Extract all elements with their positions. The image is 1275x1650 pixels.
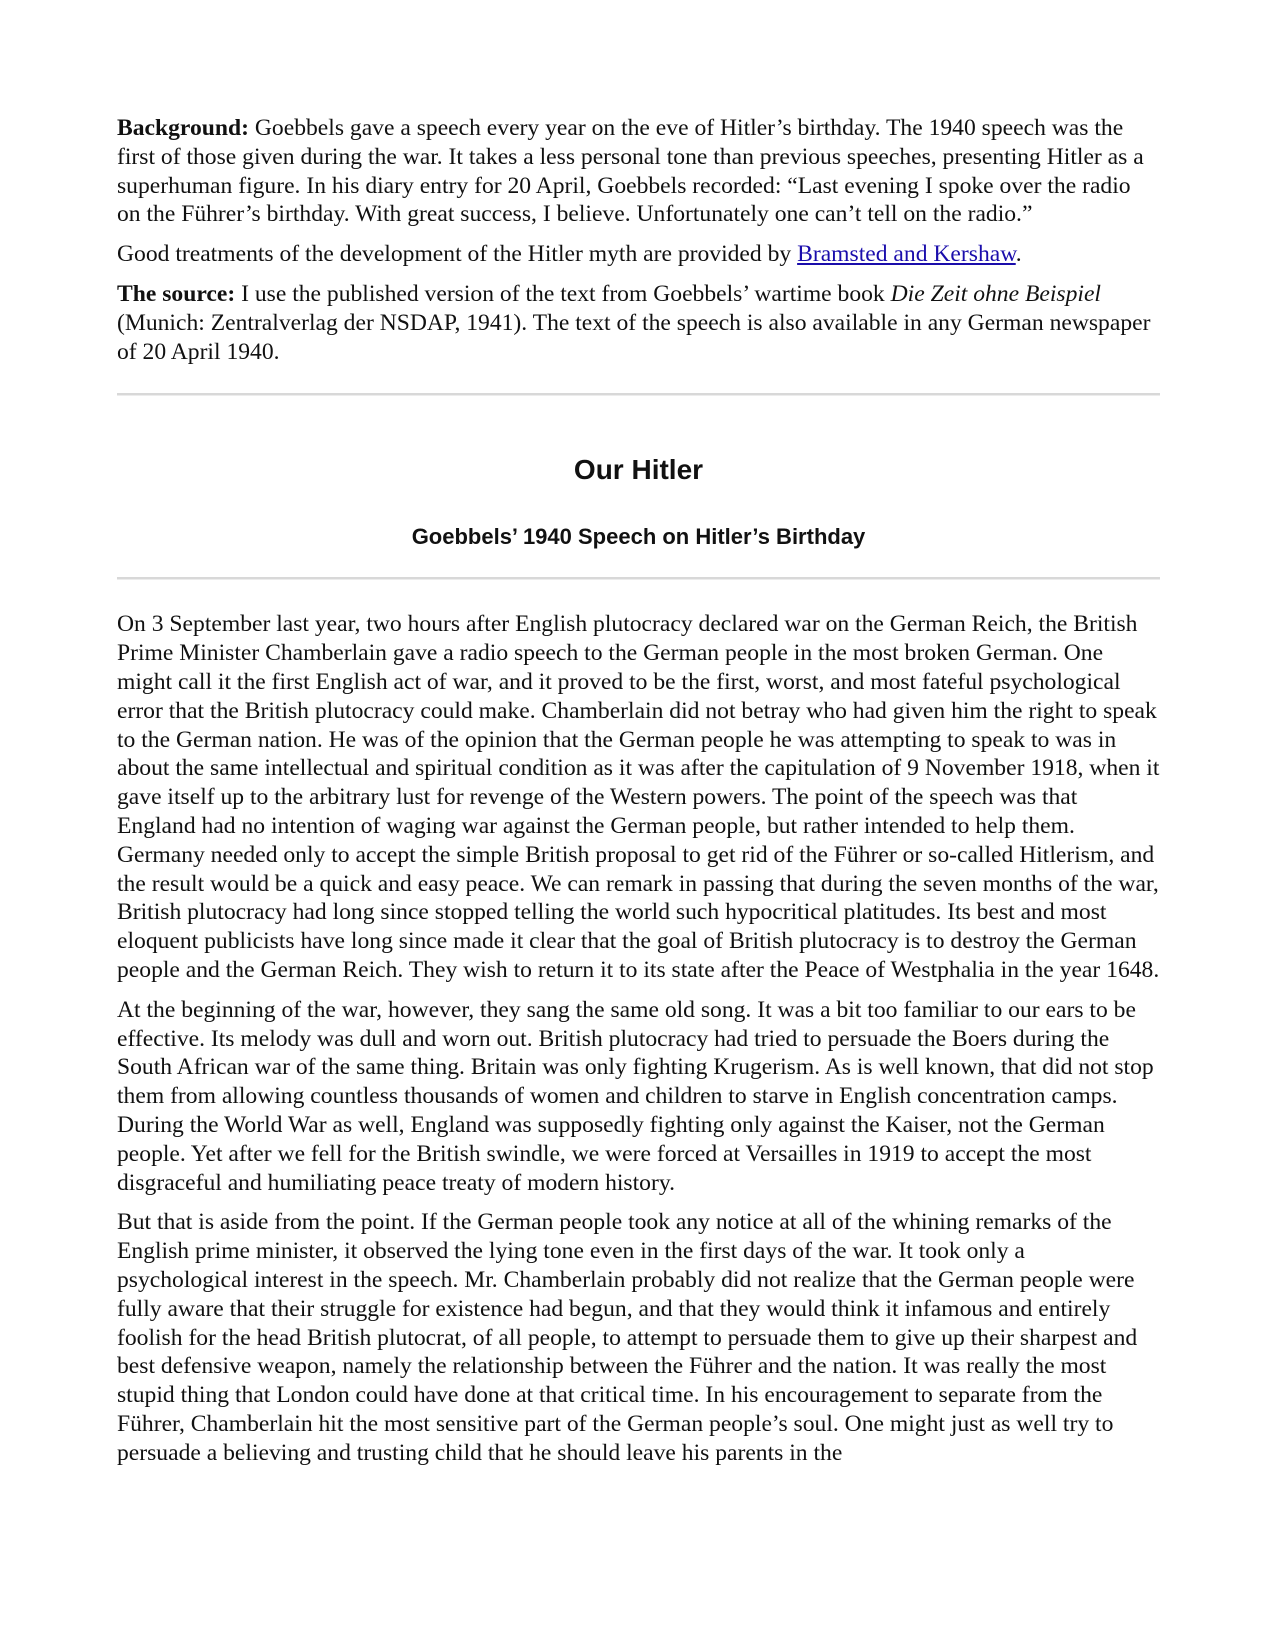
source-text-1: I use the published version of the text from Goebbels’ wartime book — [235, 280, 891, 307]
source-paragraph — [117, 280, 1160, 366]
treatments-text: Good treatments of the development of the Hitler myth are provided by — [117, 241, 798, 268]
treatments-paragraph — [117, 240, 1160, 269]
horizontal-rule-top — [117, 393, 1160, 396]
horizontal-rule-bottom — [117, 577, 1160, 580]
source-text-2: (Munich: Zentralverlag der NSDAP, 1941). The text of the speech is also available in any German newspaper of 20 April 1940. — [117, 309, 1151, 365]
background-label: Background: — [117, 115, 249, 141]
background-text: Goebbels gave a speech every year on the eve of Hitler’s birthday. The 1940 speech was the first of those given during the war. It takes a less personal tone than previous speeches, presenting Hitler as a superhuman figure. In his diary entry for 20 April, Goebbels recorded: “Last evening I spoke over the radio on the Führer’s birthday. With great success, I believe. Unfortunately one can’t tell on the radio.” — [117, 115, 1144, 228]
speech-paragraph: But that is aside from the point. If the German people took any notice at all of the whining remarks of the English prime minister, it observed the lying tone even in the first days of the war. It took only a psychological interest in the speech. Mr. Chamberlain probably did not realize that the German people were fully aware that their struggle for existence had begun, and that they would think it infamous and entirely foolish for the head British plutocrat, of all people, to attempt to persuade them to give up their sharpest and best defensive weapon, namely the relationship between the Führer and the nation. It was really the most stupid thing that London could have done at that critical time. In his encouragement to separate from the Führer, Chamberlain hit the most sensitive part of the German people’s soul. One might just as well try to persuade a believing and trusting child that he should leave his parents in the — [117, 1209, 1138, 1466]
document-page — [117, 114, 1160, 1478]
treatments-end: . — [1015, 241, 1022, 268]
bramsted-kershaw-link[interactable]: Bramsted and Kershaw — [797, 241, 1016, 268]
source-label: The source: — [117, 280, 236, 307]
speech-paragraph: On 3 September last year, two hours after English plutocracy declared war on the German Reich, the British Prime Minister Chamberlain gave a radio speech to the German people in the most broken German. One might call it the first English act of war, and it proved to be the first, worst, and most fateful psychological error that the British plutocracy could make. Chamberlain did not betray who had given him the right to speak to the German nation. He was of the opinion that the German people he was attempting to speak to was in about the same intellectual and spiritual condition as it was after the capitulation of 9 November 1918, when it gave itself up to the arbitrary lust for revenge of the Western powers. The point of the speech was that England had no intention of waging war against the German people, but rather intended to help them. Germany needed only to accept the simple British proposal to get rid of the Führer or so-called Hitlerism, and the result would be a quick and easy peace. We can remark in passing that during the seven months of the war, British plutocracy had long since stopped telling the world such hypocritical platitudes. Its best and most eloquent publicists have long since made it clear that the goal of British plutocracy is to destroy the German people and the German Reich. They wish to return it to its state after the Peace of Westphalia in the year 1648. — [117, 611, 1160, 983]
speech-subtitle: Goebbels’ 1940 Speech on Hitler’s Birthday — [411, 524, 866, 550]
speech-paragraph: At the beginning of the war, however, they sang the same old song. It was a bit too familiar to our ears to be effective. Its melody was dull and worn out. British plutocracy had tried to persuade the Boers during the South African war of the same thing. Britain was only fighting Krugerism. As is well known, that did not stop them from allowing countless thousands of women and children to starve in English concentration camps. During the World War as well, England was supposedly fighting only against the Kaiser, not the German people. Yet after we fell for the British swindle, we were forced at Versailles in 1919 to accept the most disgraceful and humiliating peace treaty of modern history. — [117, 996, 1154, 1196]
source-book-title: Die Zeit ohne Beispiel — [890, 280, 1101, 307]
speech-title: Our Hitler — [573, 454, 704, 486]
background-paragraph — [117, 114, 1160, 229]
speech-body — [117, 610, 1160, 1467]
